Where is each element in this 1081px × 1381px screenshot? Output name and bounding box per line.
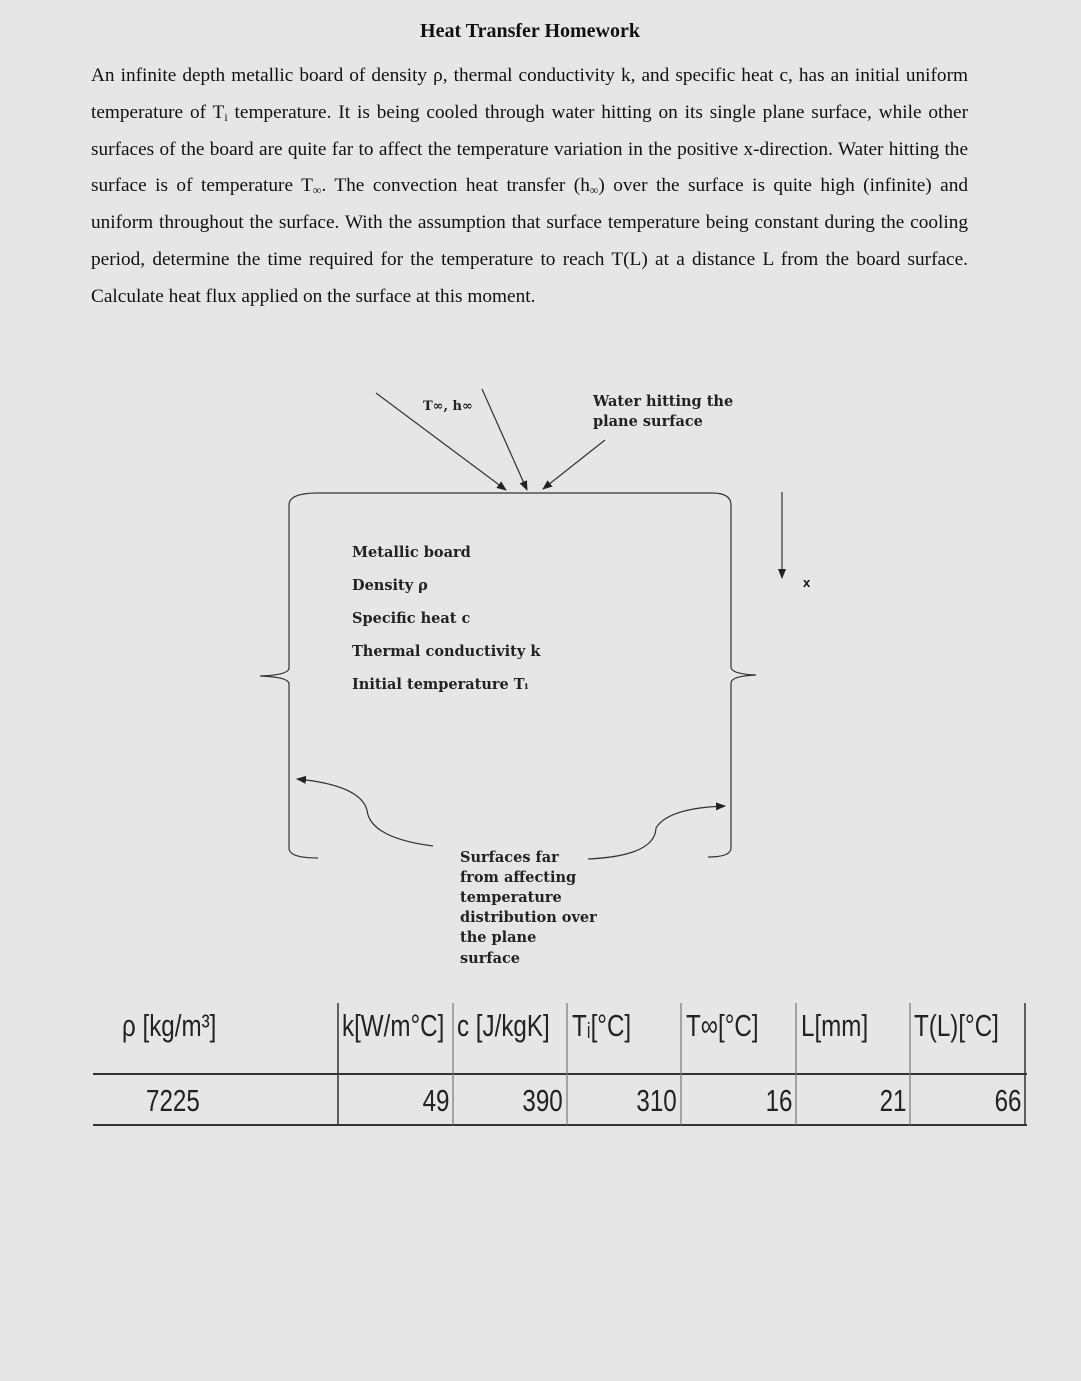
far-surfaces-line-1: Surfaces far — [460, 849, 559, 866]
x-axis-label: x — [803, 575, 811, 590]
header-distance: L[mm] — [801, 1008, 869, 1043]
far-surface-arrow-left — [297, 779, 433, 846]
header-target-temp: T(L)[°C] — [914, 1008, 999, 1043]
prop-thermal-conductivity: Thermal conductivity k — [352, 643, 541, 660]
problem-text-4: ) over the surface is quite high (infinite) and uniform throughout the surface. With the assumption that surface temperature being constant during the cooling period, determine the time required for the temperature to reach T(L) at a distance L from the board surface. Calculate heat flux applied on the surface at this moment. — [91, 175, 968, 307]
board-right-edge — [708, 493, 756, 857]
header-specific-heat: c [J/kgK] — [457, 1008, 550, 1043]
board-left-edge — [260, 493, 318, 858]
fluid-condition-label: T∞, h∞ — [423, 399, 473, 414]
header-conductivity: k[W/m°C] — [342, 1008, 445, 1043]
water-arrow-3 — [543, 440, 605, 489]
problem-sub-2: ∞ — [312, 183, 322, 198]
far-surfaces-line-3: temperature — [460, 889, 562, 906]
page-title: Heat Transfer Homework — [420, 20, 640, 42]
value-initial-temp: 310 — [636, 1083, 677, 1118]
header-density: ρ [kg/m³] — [122, 1008, 217, 1043]
prop-specific-heat: Specific heat c — [352, 610, 471, 627]
header-fluid-temp: T∞[°C] — [686, 1008, 759, 1043]
far-surfaces-line-2: from affecting — [460, 869, 577, 886]
far-surface-arrow-right — [588, 806, 725, 859]
problem-text-1: An infinite depth metallic board of density ρ, thermal conductivity k, and specific heat c, has an initial uniform temperature of T — [91, 65, 968, 123]
value-density: 7225 — [146, 1083, 200, 1118]
value-specific-heat: 390 — [522, 1083, 563, 1118]
problem-sub-3: ∞ — [589, 183, 599, 198]
header-initial-temp: Tᵢ[°C] — [572, 1008, 632, 1043]
problem-text-2: temperature. It is being cooled through water hitting on its single plane surface, while other surfaces of the board are quite far to affect the temperature variation in the positive x-direction. Water hitting the surface is of temperature T — [91, 101, 969, 197]
far-surfaces-line-6: surface — [460, 950, 521, 967]
value-fluid-temp: 16 — [765, 1083, 792, 1118]
water-label-line-2: plane surface — [593, 413, 703, 430]
problem-sub-1: i — [224, 109, 228, 124]
far-surfaces-line-4: distribution over — [460, 909, 597, 926]
prop-metallic-board: Metallic board — [352, 544, 471, 561]
water-label-line-1: Water hitting the — [593, 393, 734, 410]
value-distance: 21 — [879, 1083, 906, 1118]
prop-density: Density ρ — [352, 577, 428, 594]
value-target-temp: 66 — [994, 1083, 1021, 1118]
problem-text-3: . The convection heat transfer (h — [321, 175, 590, 197]
value-conductivity: 49 — [422, 1083, 449, 1118]
prop-initial-temperature: Initial temperature Tᵢ — [352, 676, 529, 693]
far-surfaces-line-5: the plane — [460, 929, 537, 946]
water-arrow-2 — [482, 389, 527, 490]
board-properties — [352, 543, 540, 708]
